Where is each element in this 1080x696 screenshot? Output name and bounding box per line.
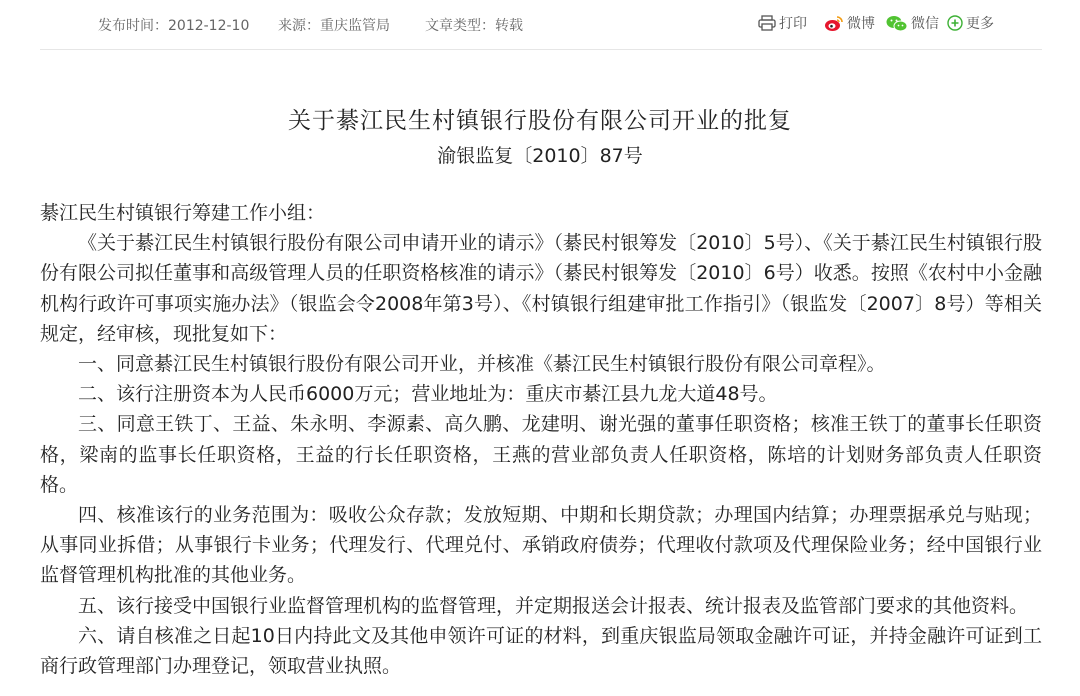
document-title: 关于綦江民生村镇银行股份有限公司开业的批复 [288, 108, 792, 134]
weibo-label: 微博 [847, 16, 875, 32]
article-meta-bar [40, 0, 1042, 50]
paragraph-item-5: 五、该行接受中国银行业监督管理机构的监督管理，并定期报送会计报表、统计报表及监管部门要求的其他资料。 [78, 594, 1029, 617]
article-source: 来源：重庆监管局 [278, 18, 390, 34]
paragraph-item-4: 四、核准该行的业务范围为：吸收公众存款；发放短期、中期和长期贷款；办理国内结算；办理票据承兑与贴现；从事同业拆借；从事银行卡业务；代理发行、代理兑付、承销政府债券；代理收付款项及代理保险业务；经中国银行业监督管理机构批准的其他业务。 [40, 504, 1042, 587]
printer-icon [758, 15, 776, 31]
wechat-share-button[interactable] [886, 13, 939, 33]
salutation: 綦江民生村镇银行筹建工作小组： [40, 202, 326, 224]
paragraph-intro: 《关于綦江民生村镇银行股份有限公司申请开业的请示》（綦民村银筹发〔2010〕5号）、《关于綦江民生村镇银行股份有限公司拟任董事和高级管理人员的任职资格核准的请示》（綦民村银筹发〔2010〕6号）收悉。按照《农村中小金融机构行政许可事项实施办法》（银监会令2008年第3号）、《村镇银行组建审批工作指引》（银监发〔2007〕8号）等相关规定，经审核，现批复如下： [40, 232, 1042, 345]
more-share-button[interactable] [947, 13, 994, 33]
paragraph-item-6: 六、请自核准之日起10日内持此文及其他申领许可证的材料，到重庆银监局领取金融许可证，并持金融许可证到工商行政管理部门办理登记，领取营业执照。 [40, 624, 1042, 678]
plus-circle-icon [947, 15, 963, 31]
print-label: 打印 [779, 16, 807, 32]
document-number: 渝银监复〔2010〕87号 [437, 145, 643, 167]
weibo-share-button[interactable] [824, 13, 875, 33]
paragraph-item-1: 一、同意綦江民生村镇银行股份有限公司开业，并核准《綦江民生村镇银行股份有限公司章程》。 [78, 353, 886, 376]
document-body [40, 198, 1042, 681]
weibo-icon [824, 15, 844, 32]
publish-date: 发布时间：2012-12-10 [98, 18, 250, 34]
article-type: 文章类型：转载 [425, 18, 523, 34]
paragraph-item-3: 三、同意王铁丁、王益、朱永明、李源素、高久鹏、龙建明、谢光强的董事任职资格；核准王铁丁的董事长任职资格，梁南的监事长任职资格，王益的行长任职资格，王燕的营业部负责人任职资格，陈培的计划财务部负责人任职资格。 [40, 413, 1042, 496]
paragraph-item-2: 二、该行注册资本为人民币6000万元；营业地址为：重庆市綦江县九龙大道48号。 [78, 383, 778, 406]
wechat-icon [886, 15, 908, 32]
more-label: 更多 [966, 16, 994, 32]
print-button[interactable] [758, 13, 807, 33]
wechat-label: 微信 [911, 16, 939, 32]
